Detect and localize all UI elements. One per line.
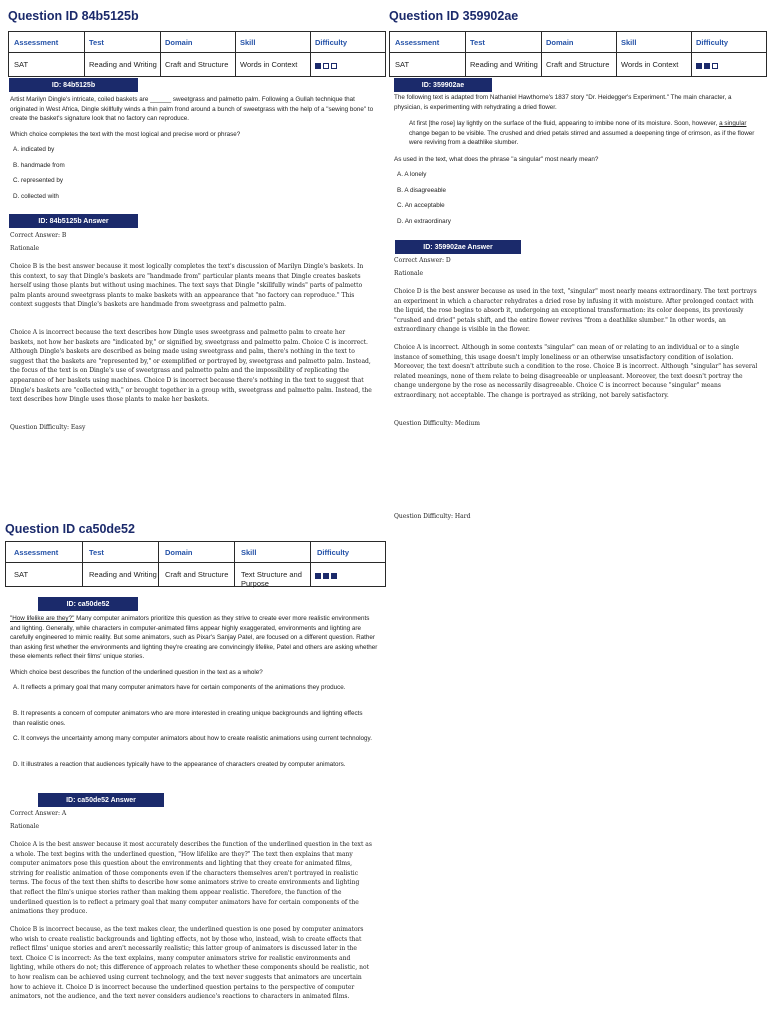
question-stem: Which choice best describes the function of the underlined question in the text as a whole? xyxy=(10,669,263,676)
answer-bar: ID: 359902ae Answer xyxy=(395,240,521,254)
value-assessment: SAT xyxy=(14,60,29,69)
question-block-84b5125b xyxy=(8,9,384,439)
header-difficulty: Difficulty xyxy=(315,38,348,47)
header-test: Test xyxy=(89,548,104,557)
difficulty-square xyxy=(704,63,710,69)
answer-bar: ID: 84b5125b Answer xyxy=(9,214,138,228)
difficulty-square xyxy=(696,63,702,69)
rationale-paragraph-2: Choice A is incorrect because the text describes how Dingle uses sweetgrass and palmetto palm to create her baskets, not how her baskets are "indicated by," or signified by, sweetgrass and palmetto palm. Choice C is incorrect. Although Dingle's baskets are described as being made using sweetgrass and palm, there's nothing in the text to suggest that the baskets are "represented by," or exemplified or portrayed by, sweetgrass and palmetto palm. Instead, the focus of the text is on Dingle's use of sweetgrass and palmetto palm and the impossibility of replicating the appearance of her baskets using machines. Choice D is incorrect because there's nothing in the text to suggest that Dingle's baskets are "collected with," or brought together in a group with, sweetgrass and palmetto palm. Instead, the text describes how Dingle uses those plants to make her baskets. xyxy=(10,329,372,404)
option-b: B. A disagreeable xyxy=(397,187,447,194)
question-block-ca50de52 xyxy=(5,522,385,1022)
question-stem: As used in the text, what does the phrase "a singular" most nearly mean? xyxy=(394,156,599,163)
header-domain: Domain xyxy=(165,548,193,557)
value-test: Reading and Writing xyxy=(470,60,538,69)
metadata-table xyxy=(389,31,767,77)
header-difficulty: Difficulty xyxy=(696,38,729,47)
value-domain: Craft and Structure xyxy=(165,60,229,69)
header-domain: Domain xyxy=(546,38,574,47)
metadata-table xyxy=(8,31,386,77)
difficulty-square xyxy=(323,573,329,579)
header-skill: Skill xyxy=(241,548,257,557)
difficulty-square xyxy=(323,63,329,69)
question-difficulty-extra: Question Difficulty: Hard xyxy=(394,513,471,520)
option-c: C. An acceptable xyxy=(397,202,445,209)
rationale-paragraph-1: Choice B is the best answer because it most logically completes the text's discussion of Marilyn Dingle's baskets. In this context, to say that Dingle's baskets are "handmade from" particular plants means that Dingle creates baskets herself using those plants but without using machines. The text says that Dingle "skillfully winds" parts of palmetto palm plants around sweetgrass plants to make baskets with an appearance that "no factory can reproduce." This context suggests that Dingle's baskets are handmade from sweetgrass and palmetto palm. xyxy=(10,263,364,309)
value-assessment: SAT xyxy=(395,60,410,69)
header-assessment: Assessment xyxy=(14,38,59,47)
rationale-paragraph-2: Choice A is incorrect. Although in some contexts "singular" can mean of or relating to an individual or to a single instance of something, this usage doesn't imply loneliness or an otherwise unsatisfactory condition of isolation. Moreover, the text doesn't attribute such a condition to the rose. Choice B is incorrect. Although "singular" has several related meanings, none of them relate to being disagreeable or unpleasant. Moreover, the text doesn't portray the change undergone by the rose as necessarily disagreeable. Choice C is incorrect because "singular" means extraordinary, not acceptable. The change is portrayed as striking, not barely satisfactory. xyxy=(394,344,758,399)
question-title: Question ID ca50de52 xyxy=(5,522,135,536)
passage: Artist Marilyn Dingle's intricate, coiled baskets are ______ sweetgrass and palmetto palm. Following a Gullah technique that originated in West Africa, Dingle skillfully winds a thin palm frond around a bunch of sweetgrass with the help of a "sewing bone" to create the basket's signature look that no factory can reproduce. xyxy=(10,96,374,123)
correct-answer: Correct Answer: A xyxy=(10,810,67,817)
difficulty-indicator xyxy=(315,63,337,69)
quoted-passage: At first [the rose] lay lightly on the surface of the fluid, appearing to imbibe none of its moisture. Soon, however, a singular change began to be visible. The crushed and dried petals stirred and assumed a deepening tinge of crimson, as if the flower were reviving from a deathlike slumber. xyxy=(409,120,755,147)
passage-intro: The following text is adapted from Nathaniel Hawthorne's 1837 story "Dr. Heidegger's Experiment." The main character, a physician, is experimenting with rehydrating a dried flower. xyxy=(394,94,732,111)
difficulty-square xyxy=(331,63,337,69)
question-block-359902ae xyxy=(389,9,765,529)
correct-answer: Correct Answer: B xyxy=(10,232,67,239)
difficulty-indicator xyxy=(696,63,718,69)
value-skill: Text Structure and Purpose xyxy=(241,570,302,588)
header-assessment: Assessment xyxy=(395,38,440,47)
option-a: A. A lonely xyxy=(397,171,427,178)
option-d: D. An extraordinary xyxy=(397,218,451,225)
question-difficulty: Question Difficulty: Easy xyxy=(10,424,86,431)
option-a: A. indicated by xyxy=(13,146,55,153)
difficulty-square xyxy=(315,63,321,69)
question-title: Question ID 359902ae xyxy=(389,9,519,23)
rationale-paragraph-1: Choice A is the best answer because it most accurately describes the function of the underlined question in the text as a whole. The text begins with the underlined question, "How lifelike are they?" The text then explains that many computer animators pose this question about the environments and lighting that they create for animated films, striving for realistic animation of those components even if the characters themselves aren't portrayed in realistic terms. The focus of the text then shifts to describe how some animators strive to create environments and lighting that reflect the film's unique stories rather than making them appear realistic. Therefore, the function of the underlined question is to reflect a primary goal that many computer animators have for certain components of the animations they produce. xyxy=(10,841,372,916)
difficulty-square xyxy=(712,63,718,69)
correct-answer: Correct Answer: D xyxy=(394,257,451,264)
id-bar: ID: ca50de52 xyxy=(38,597,138,611)
answer-bar: ID: ca50de52 Answer xyxy=(38,793,164,807)
header-test: Test xyxy=(89,38,104,47)
header-skill: Skill xyxy=(621,38,637,47)
value-assessment: SAT xyxy=(14,570,29,579)
rationale-paragraph-1: Choice D is the best answer because as used in the text, "singular" most nearly means extraordinary. The text portrays an experiment in which a character rehydrates a dried rose by infusing it with moisture. After prolonged contact with the liquid, the rose begins to absorb it, undergoing an exceptional transformation: its color deepens, its previously "crushed and dried" petals shift, and the entire flower revives "from a deathlike slumber." In other words, an extraordinary change is visible in the flower. xyxy=(394,288,757,334)
value-skill: Words in Context xyxy=(240,60,298,69)
header-difficulty: Difficulty xyxy=(317,548,350,557)
rationale-label: Rationale xyxy=(10,823,40,830)
header-domain: Domain xyxy=(165,38,193,47)
rationale-label: Rationale xyxy=(10,245,40,252)
value-domain: Craft and Structure xyxy=(165,570,229,579)
option-a: A. It reflects a primary goal that many computer animators have for certain components of the animations they produce. xyxy=(13,684,346,691)
header-skill: Skill xyxy=(240,38,256,47)
option-d: D. It illustrates a reaction that audiences typically have to the appearance of characters created by computer animators. xyxy=(13,761,346,768)
option-d: D. collected with xyxy=(13,193,59,200)
rationale-paragraph-2: Choice B is incorrect because, as the text makes clear, the underlined question is one posed by computer animators who wish to create realistic backgrounds and lighting effects, not by those who, instead, wish to create effects that reflect films' unique stories and aren't necessarily realistic; this latter group of animators is discussed later in the text. Choice C is incorrect: As the text explains, many computer animators strive for realistic environments and lighting, while others do not; this difference of approach relates to whether these components should be realistic, not to how realism can be achieved using current technology, and the text never suggests that animators are uncertain how to achieve it. Choice D is incorrect because the underlined question pertains to the perspective of computer animators, not the audience, and the text never considers audience's reactions to characters in animated films. xyxy=(10,926,369,1001)
difficulty-indicator xyxy=(315,573,337,579)
id-bar: ID: 84b5125b xyxy=(9,78,138,92)
difficulty-square xyxy=(315,573,321,579)
underlined-phrase: a singular xyxy=(719,120,747,127)
value-skill: Words in Context xyxy=(621,60,679,69)
rationale-label: Rationale xyxy=(394,270,424,277)
option-b: B. handmade from xyxy=(13,162,65,169)
passage: "How lifelike are they?" Many computer animators prioritize this question as they strive to create ever more realistic environments and lighting. Generally, while characters in computer-animated films appear highly exaggerated, environments and lighting are carefully engineered to mimic reality. But some animators, such as Pixar's Sanjay Patel, are focused on a different question. Rather than asking first whether the environments and lighting they're creating are convincingly lifelike, Patel and others are asking whether these elements reflect their films' unique stories. xyxy=(10,615,378,661)
question-stem: Which choice completes the text with the most logical and precise word or phrase? xyxy=(10,131,241,138)
value-test: Reading and Writing xyxy=(89,60,157,69)
value-domain: Craft and Structure xyxy=(546,60,610,69)
header-test: Test xyxy=(470,38,485,47)
difficulty-square xyxy=(331,573,337,579)
question-difficulty: Question Difficulty: Medium xyxy=(394,420,480,427)
question-title: Question ID 84b5125b xyxy=(8,9,139,23)
option-b: B. It represents a concern of computer animators who are more interested in creating unique backgrounds and lighting effects than realistic ones. xyxy=(13,710,363,727)
id-bar: ID: 359902ae xyxy=(394,78,492,92)
option-c: C. It conveys the uncertainty among many computer animators about how to create realistic animations using current technology. xyxy=(13,735,372,742)
header-assessment: Assessment xyxy=(14,548,59,557)
value-test: Reading and Writing xyxy=(89,570,157,579)
underlined-question: "How lifelike are they?" xyxy=(10,615,75,622)
option-c: C. represented by xyxy=(13,177,64,184)
metadata-table xyxy=(5,541,386,587)
